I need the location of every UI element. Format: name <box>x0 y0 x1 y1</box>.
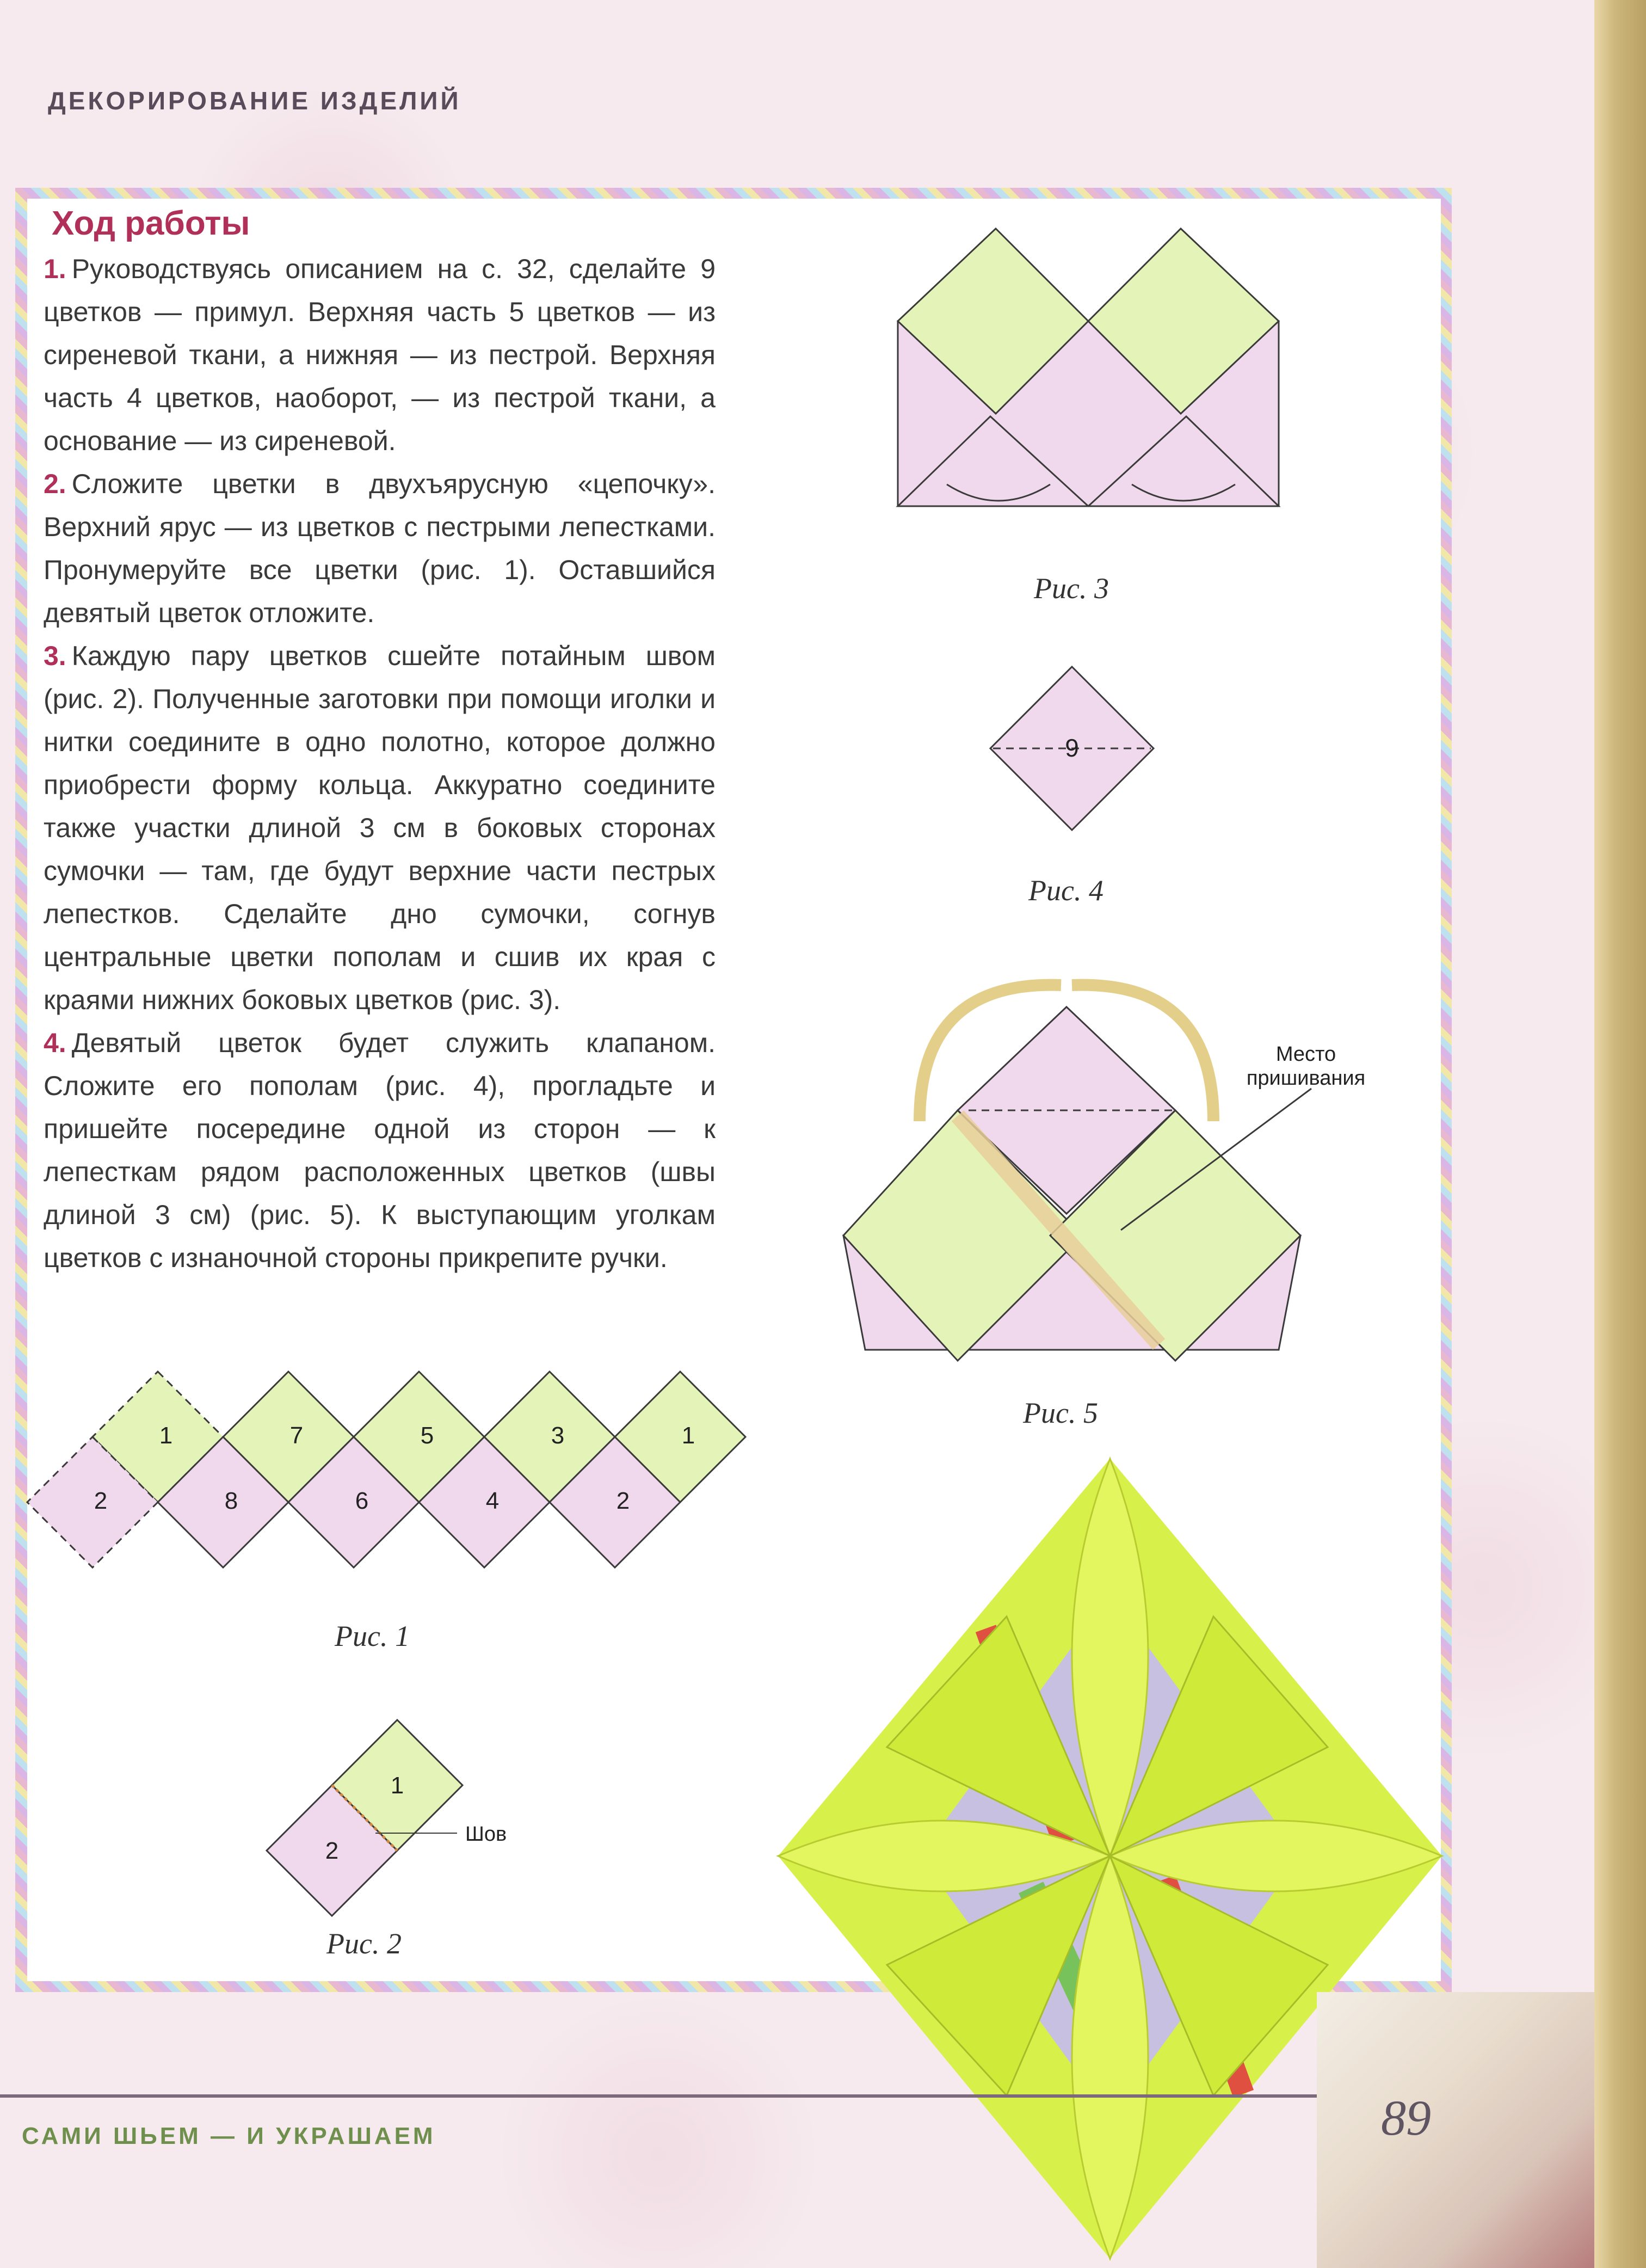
book-spine <box>1594 0 1646 2268</box>
figure-4-diagram <box>985 661 1159 835</box>
running-head: ДЕКОРИРОВАНИЕ ИЗДЕЛИЙ <box>48 87 461 115</box>
flower-label: 7 <box>289 1422 304 1449</box>
figure-3-diagram <box>892 223 1284 550</box>
figure-5-caption: Рис. 5 <box>1023 1397 1098 1429</box>
flower-label: 1 <box>390 1772 404 1799</box>
flower-label: 8 <box>224 1488 238 1514</box>
figure-3-caption: Рис. 3 <box>1034 572 1109 605</box>
step-number: 1. <box>44 254 66 284</box>
footer-rule <box>0 2094 1328 2098</box>
step-1 <box>44 248 716 463</box>
flower-label: 1 <box>159 1422 173 1449</box>
flower-label: 2 <box>616 1488 630 1514</box>
flower-label: 1 <box>681 1422 695 1449</box>
flower-label: 3 <box>551 1422 565 1449</box>
flower-label: 4 <box>485 1488 500 1514</box>
step-text: Девятый цветок будет служить клапаном. Сложите его пополам (рис. 4), прогладьте и пришейте посередине одной из сторон — к лепесткам рядом расположенных цветков (швы длиной 3 см) (рис. 5). К выступающим уголкам цветков с изнаночной стороны прикрепите ручки. <box>44 1028 716 1273</box>
figure-1-caption: Рис. 1 <box>335 1620 410 1652</box>
figure-5-callout: Место пришивания <box>1246 1043 1366 1090</box>
step-text: Сложите цветки в двухъярусную «цепочку». Верхний ярус — из цветков с пестрыми лепестками. Пронумеруйте все цветки (рис. 1). Оставшийся девятый цветок отложите. <box>44 469 716 628</box>
step-number: 2. <box>44 469 66 499</box>
step-number: 4. <box>44 1028 66 1058</box>
flower-label: 2 <box>325 1837 339 1864</box>
flower-label: 5 <box>420 1422 434 1449</box>
page-number: 89 <box>1381 2090 1431 2146</box>
section-heading: Ход работы <box>52 205 250 242</box>
flap-label: 9 <box>1065 734 1079 762</box>
figure-1-diagram <box>27 1366 767 1584</box>
step-text: Руководствуясь описанием на с. 32, сделайте 9 цветков — примул. Верхняя часть 5 цветков — из сиреневой ткани, а нижняя — из пестрой. Верхняя часть 4 цветков, наоборот, — из пестрой ткани, а основание — из сиреневой. <box>44 254 716 456</box>
step-number: 3. <box>44 641 66 671</box>
step-3 <box>44 635 716 1022</box>
figure-5-diagram <box>833 969 1311 1361</box>
flower-label: 2 <box>94 1488 108 1514</box>
flower-label: 6 <box>355 1488 369 1514</box>
figure-4-caption: Рис. 4 <box>1028 874 1104 907</box>
step-4 <box>44 1022 716 1280</box>
step-text: Каждую пару цветков сшейте потайным швом (рис. 2). Полученные заготовки при помощи иголки и нитки соедините в одно полотно, которое должно приобрести форму кольца. Аккуратно соедините также участки длиной 3 см в боковых сторонах сумочки — там, где будут верхние части пестрых лепестков. Сделайте дно сумочки, согнув центральные цветки пополам и сшив их края с краями нижних боковых цветков (рис. 3). <box>44 641 716 1015</box>
footer-text: САМИ ШЬЕМ — И УКРАШАЕМ <box>22 2123 436 2149</box>
step-2 <box>44 463 716 635</box>
figure-2-caption: Рис. 2 <box>326 1927 402 1960</box>
seam-label: Шов <box>465 1823 507 1846</box>
corner-leaf-decoration <box>1317 1992 1594 2268</box>
figure-2-diagram <box>261 1714 566 1916</box>
instructions <box>44 248 716 1280</box>
